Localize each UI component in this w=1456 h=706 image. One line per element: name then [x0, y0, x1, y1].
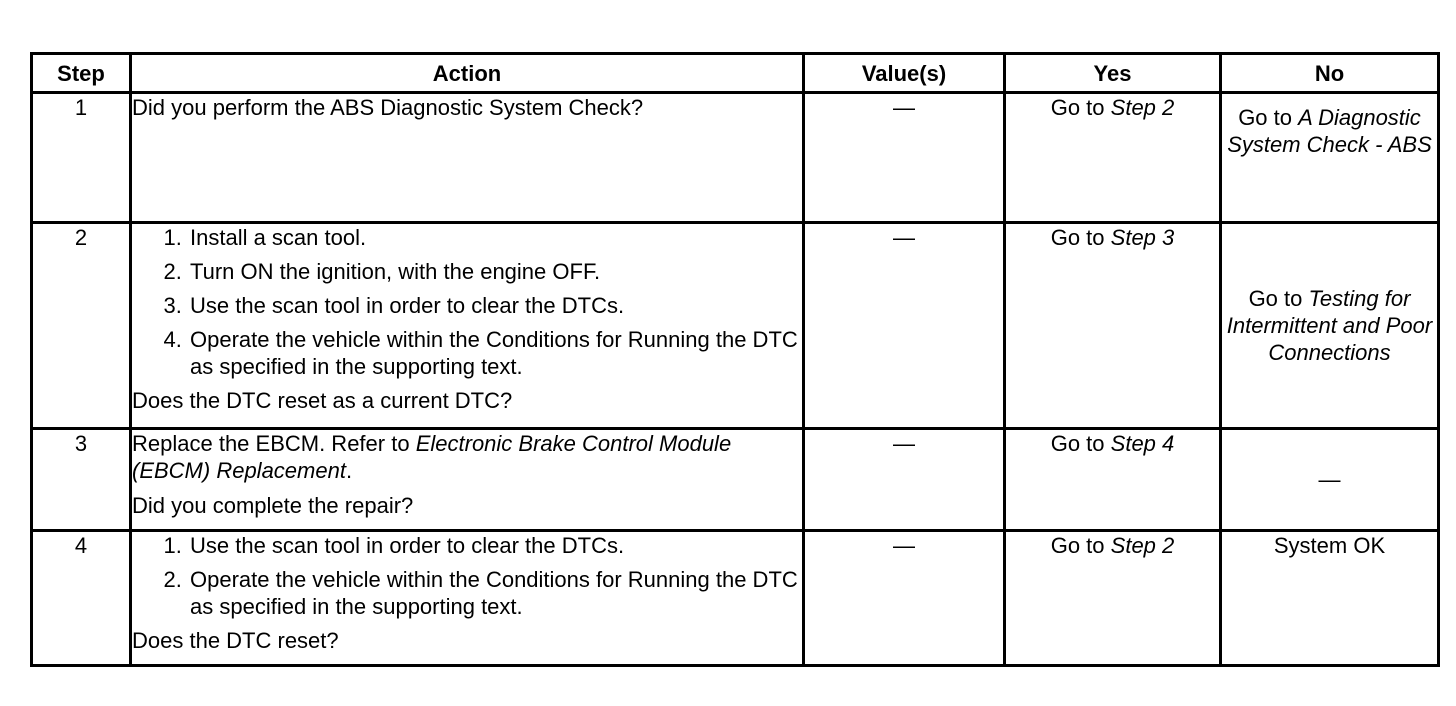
action-list-item: 1. Use the scan tool in order to clear the DTCs. — [188, 532, 802, 559]
yes-prefix: Go to — [1050, 533, 1105, 558]
action-list-item: 1. Install a scan tool. — [188, 224, 802, 251]
header-row — [32, 54, 1439, 93]
action-list — [132, 532, 802, 620]
no-result: System OK — [1273, 533, 1386, 558]
value-dash: — — [893, 431, 915, 456]
header-action: Action — [131, 54, 804, 93]
table-row — [32, 223, 1439, 429]
action-cell — [131, 429, 804, 531]
instruction-text: Replace the EBCM. Refer to — [132, 431, 410, 456]
action-cell — [131, 93, 804, 223]
table-row — [32, 429, 1439, 531]
instruction-reference-link[interactable]: Electronic Brake Control Module (EBCM) Replacement — [132, 431, 732, 483]
action-list-item: 2. Turn ON the ignition, with the engine OFF. — [188, 258, 802, 285]
action-instruction — [132, 430, 802, 484]
table-row — [32, 531, 1439, 666]
header-values: Value(s) — [804, 54, 1005, 93]
yes-prefix: Go to — [1050, 225, 1105, 250]
value-dash: — — [893, 225, 915, 250]
yes-cell — [1005, 429, 1221, 531]
no-cell — [1221, 223, 1439, 429]
yes-prefix: Go to — [1050, 431, 1105, 456]
no-prefix: Go to — [1248, 286, 1303, 311]
no-cell — [1221, 429, 1439, 531]
action-question: Did you complete the repair? — [132, 493, 414, 518]
no-reference-link[interactable]: Testing for Intermittent and Poor Connections — [1226, 286, 1433, 365]
yes-cell — [1005, 93, 1221, 223]
diagnostic-table — [30, 52, 1440, 667]
header-no: No — [1221, 54, 1439, 93]
header-yes: Yes — [1005, 54, 1221, 93]
yes-cell — [1005, 531, 1221, 666]
yes-step-link[interactable]: Step 3 — [1110, 225, 1175, 250]
value-cell — [804, 429, 1005, 531]
header-step: Step — [32, 54, 131, 93]
value-dash: — — [893, 95, 915, 120]
yes-prefix: Go to — [1050, 95, 1105, 120]
action-question: Did you perform the ABS Diagnostic System Check? — [132, 95, 644, 120]
no-prefix: Go to — [1238, 105, 1292, 130]
yes-step-link[interactable]: Step 2 — [1110, 95, 1175, 120]
no-dash: — — [1318, 467, 1341, 492]
action-list-item: 2. Operate the vehicle within the Conditions for Running the DTC as specified in the supporting text. — [188, 566, 802, 620]
step-number: 4 — [32, 531, 131, 666]
action-list-item: 4. Operate the vehicle within the Conditions for Running the DTC as specified in the supporting text. — [188, 326, 802, 380]
value-cell — [804, 223, 1005, 429]
value-cell — [804, 531, 1005, 666]
no-cell — [1221, 93, 1439, 223]
step-number: 1 — [32, 93, 131, 223]
no-cell — [1221, 531, 1439, 666]
action-cell — [131, 223, 804, 429]
yes-step-link[interactable]: Step 4 — [1110, 431, 1175, 456]
action-question: Does the DTC reset? — [132, 628, 339, 653]
action-list — [132, 224, 802, 380]
step-number: 3 — [32, 429, 131, 531]
step-number: 2 — [32, 223, 131, 429]
table-row — [32, 93, 1439, 223]
yes-step-link[interactable]: Step 2 — [1110, 533, 1175, 558]
yes-cell — [1005, 223, 1221, 429]
value-dash: — — [893, 533, 915, 558]
no-reference-link[interactable]: A Diagnostic System Check - ABS — [1227, 105, 1432, 157]
value-cell — [804, 93, 1005, 223]
action-question: Does the DTC reset as a current DTC? — [132, 388, 513, 413]
instruction-suffix: . — [345, 458, 353, 483]
action-list-item: 3. Use the scan tool in order to clear the DTCs. — [188, 292, 802, 319]
action-cell — [131, 531, 804, 666]
